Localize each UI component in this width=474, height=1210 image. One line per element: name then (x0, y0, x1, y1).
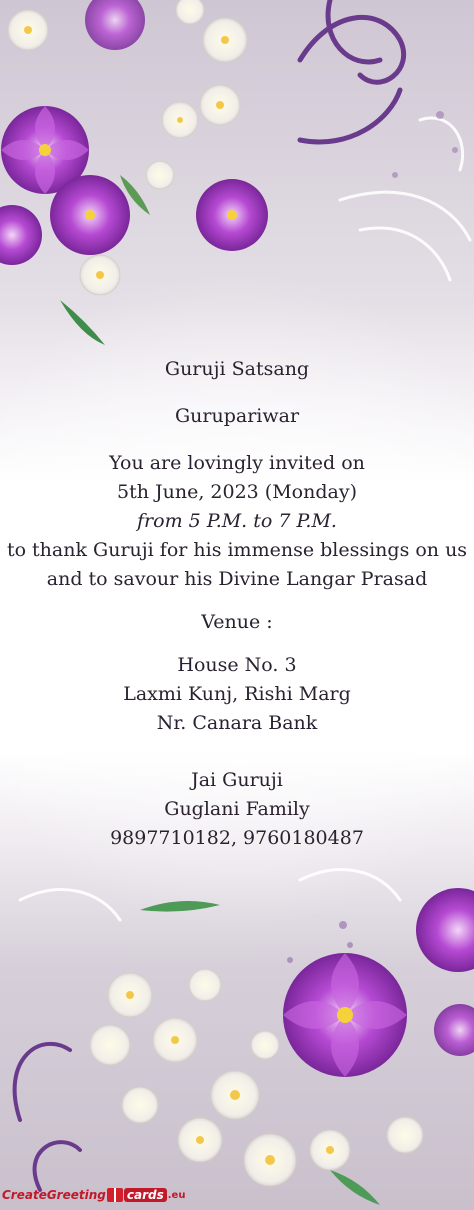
host-group: Gurupariwar (174, 405, 300, 427)
watermark-text-1: CreateGreeting (2, 1188, 106, 1202)
watermark-text-2: cards (124, 1188, 167, 1202)
venue-line-1: House No. 3 (177, 654, 297, 676)
closing-greeting: Jai Guruji (191, 769, 283, 791)
purpose-line-2: and to savour his Divine Langar Prasad (46, 568, 428, 590)
bottom-flowers (90, 888, 474, 1205)
family-name: Guglani Family (164, 798, 310, 820)
invite-line: You are lovingly invited on (109, 452, 365, 474)
site-watermark-logo[interactable] (2, 1184, 185, 1206)
venue-label: Venue : (201, 611, 273, 633)
venue-line-2: Laxmi Kunj, Rishi Marg (123, 683, 351, 705)
top-swirl-icon (300, 0, 404, 142)
event-title: Guruji Satsang (164, 358, 310, 380)
venue-line-3: Nr. Canara Bank (156, 712, 318, 734)
watermark-text-3: .eu (167, 1189, 186, 1201)
phone-numbers: 9897710182, 9760180487 (110, 827, 364, 849)
gift-icon (107, 1188, 123, 1202)
purpose-line-1: to thank Guruji for his immense blessings on us (6, 539, 468, 561)
event-time: from 5 P.M. to 7 P.M. (137, 510, 337, 532)
event-date: 5th June, 2023 (Monday) (117, 481, 357, 503)
bottom-swirl-icon (15, 1044, 80, 1190)
invitation-text (0, 355, 474, 853)
